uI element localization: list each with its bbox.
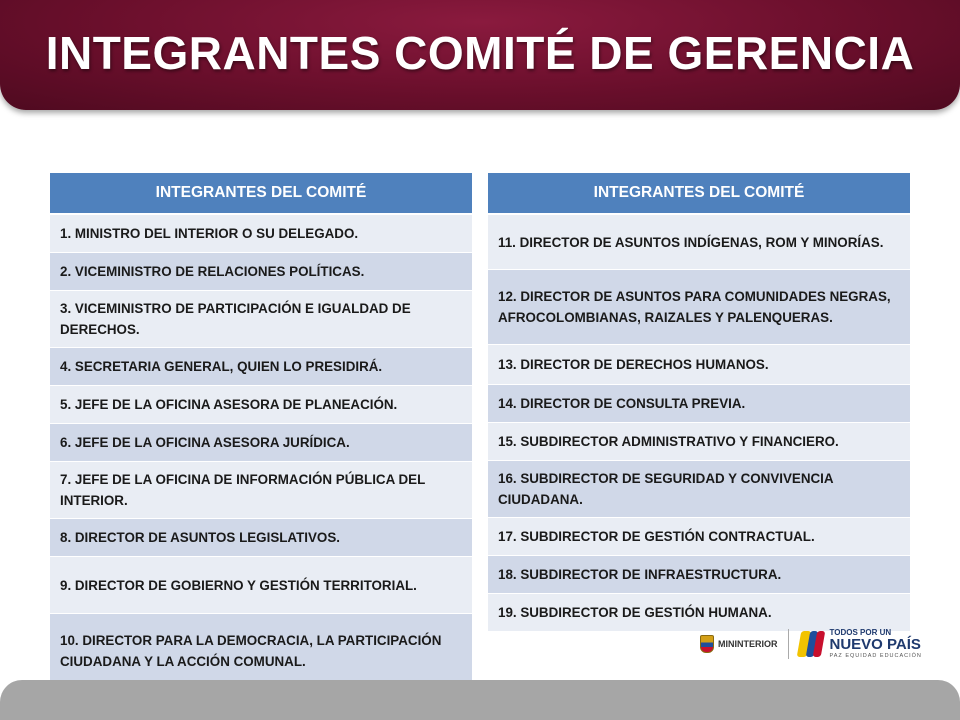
logo-divider [788, 629, 789, 659]
table-row: 18. SUBDIRECTOR DE INFRAESTRUCTURA. [488, 556, 910, 594]
table-row: 19. SUBDIRECTOR DE GESTIÓN HUMANA. [488, 594, 910, 632]
ministry-name: MININTERIOR [718, 639, 778, 649]
table-row: 15. SUBDIRECTOR ADMINISTRATIVO Y FINANCIERO. [488, 423, 910, 461]
members-table-left [50, 173, 472, 689]
table-row: 11. DIRECTOR DE ASUNTOS INDÍGENAS, ROM Y MINORÍAS. [488, 215, 910, 270]
table-row: 3. VICEMINISTRO DE PARTICIPACIÓN E IGUALDAD DE DERECHOS. [50, 291, 472, 348]
table-row: 14. DIRECTOR DE CONSULTA PREVIA. [488, 385, 910, 423]
table-row: 1. MINISTRO DEL INTERIOR O SU DELEGADO. [50, 215, 472, 253]
table-row: 17. SUBDIRECTOR DE GESTIÓN CONTRACTUAL. [488, 518, 910, 556]
table-row: 5. JEFE DE LA OFICINA ASESORA DE PLANEACIÓN. [50, 386, 472, 424]
nuevo-pais-logo [799, 629, 922, 660]
page-title: INTEGRANTES COMITÉ DE GERENCIA [45, 27, 915, 79]
footer-logos [700, 624, 955, 664]
table-header: INTEGRANTES DEL COMITÉ [488, 173, 910, 215]
table-row: 9. DIRECTOR DE GOBIERNO Y GESTIÓN TERRITORIAL. [50, 557, 472, 614]
table-row: 4. SECRETARIA GENERAL, QUIEN LO PRESIDIRÁ. [50, 348, 472, 386]
table-row: 16. SUBDIRECTOR DE SEGURIDAD Y CONVIVENCIA CIUDADANA. [488, 461, 910, 518]
table-row: 6. JEFE DE LA OFICINA ASESORA JURÍDICA. [50, 424, 472, 462]
table-row: 10. DIRECTOR PARA LA DEMOCRACIA, LA PARTICIPACIÓN CIUDADANA Y LA ACCIÓN COMUNAL. [50, 614, 472, 689]
table-row: 2. VICEMINISTRO DE RELACIONES POLÍTICAS. [50, 253, 472, 291]
slogan-top: TODOS POR UN [829, 627, 892, 637]
mininterior-logo [700, 635, 778, 653]
table-header: INTEGRANTES DEL COMITÉ [50, 173, 472, 215]
table-row: 8. DIRECTOR DE ASUNTOS LEGISLATIVOS. [50, 519, 472, 557]
footer-band [0, 680, 960, 720]
members-table-right [488, 173, 910, 632]
title-banner [0, 0, 960, 110]
slogan-sub: PAZ EQUIDAD EDUCACIÓN [829, 652, 922, 659]
slogan-main: NUEVO PAÍS [829, 635, 921, 653]
table-row: 12. DIRECTOR DE ASUNTOS PARA COMUNIDADES NEGRAS, AFROCOLOMBIANAS, RAIZALES Y PALENQUERAS. [488, 270, 910, 345]
table-row: 7. JEFE DE LA OFICINA DE INFORMACIÓN PÚBLICA DEL INTERIOR. [50, 462, 472, 519]
shield-icon [700, 635, 714, 653]
table-row: 13. DIRECTOR DE DERECHOS HUMANOS. [488, 345, 910, 385]
flag-icon [799, 629, 825, 659]
